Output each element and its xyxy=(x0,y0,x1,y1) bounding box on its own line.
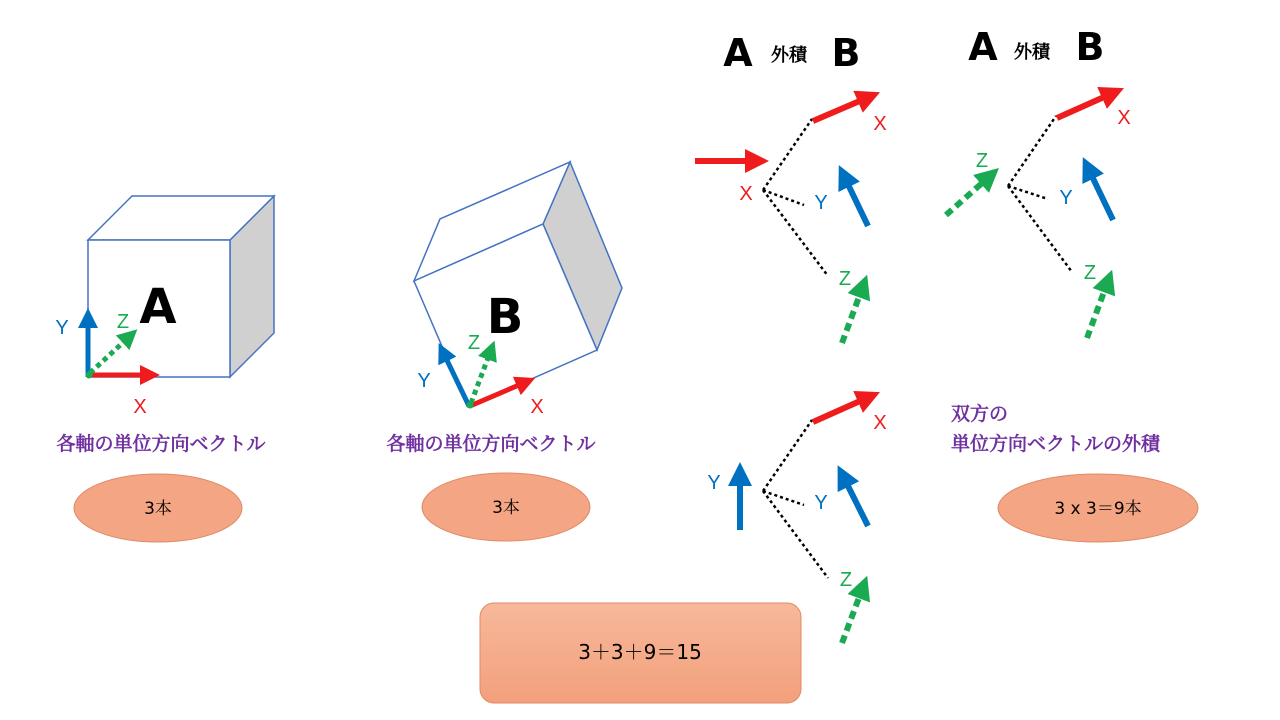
cross-group-z-source-label: Z xyxy=(975,150,989,172)
cube-a xyxy=(88,196,274,377)
cube-a-count: 3本 xyxy=(144,499,172,519)
cross-group-x-connector-2 xyxy=(763,190,804,205)
cross-count-pill xyxy=(998,474,1198,542)
cube-b-caption: 各軸の単位方向ベクトル xyxy=(386,433,596,455)
cube-a-caption: 各軸の単位方向ベクトル xyxy=(56,433,266,455)
cube-b-count-pill xyxy=(422,473,590,541)
cross-group-y-target-z-label: Z xyxy=(839,569,853,591)
cross-group-y-source-label: Y xyxy=(707,472,721,494)
cross-group-z-target-z-label: Z xyxy=(1083,262,1097,284)
cross-group-z-source-arrow xyxy=(946,176,990,215)
cross-header-left-op: 外積 xyxy=(771,45,807,66)
cross-group-y-target-x-arrow xyxy=(813,397,869,422)
cube-a-x-label: X xyxy=(133,396,147,418)
cross-group-y-target-x-label: X xyxy=(873,412,887,434)
cube-a-label: A xyxy=(139,279,177,335)
cube-a-z-label: Z xyxy=(116,311,130,333)
cross-group-z xyxy=(946,93,1131,338)
cross-group-y-target-y-label: Y xyxy=(814,492,828,514)
cross-group-z-target-x-arrow xyxy=(1057,93,1113,118)
cross-group-z-connector-1 xyxy=(1008,116,1056,186)
cross-group-x-target-y-arrow xyxy=(844,176,868,226)
cube-b-z-label: Z xyxy=(467,332,481,354)
cross-header-left-b: B xyxy=(831,31,861,75)
cross-group-x-target-z-label: Z xyxy=(838,268,852,290)
cube-a-count-pill xyxy=(74,474,242,542)
cross-header-right-op: 外積 xyxy=(1014,42,1050,63)
cross-group-z-target-x-label: X xyxy=(1117,107,1131,129)
cross-group-x-target-x-arrow xyxy=(813,97,869,121)
cross-group-z-target-y-arrow xyxy=(1088,168,1113,220)
cube-b xyxy=(414,162,622,407)
cube-b-label: B xyxy=(486,289,524,345)
total-equation: 3＋3＋9＝15 xyxy=(578,640,702,664)
cross-caption-line2: 単位方向ベクトルの外積 xyxy=(951,433,1161,455)
cross-caption-line1: 双方の xyxy=(951,403,1009,425)
cross-group-y-connector-2 xyxy=(763,491,804,505)
cross-group-z-target-z-arrow xyxy=(1087,281,1108,338)
cube-b-count: 3本 xyxy=(492,498,520,518)
cross-group-x-source-label: X xyxy=(739,183,753,205)
cube-b-y-label: Y xyxy=(417,370,431,392)
cross-group-x xyxy=(695,97,887,343)
cross-header-right-a: A xyxy=(968,25,998,69)
cross-group-z-target-y-label: Y xyxy=(1059,187,1073,209)
cube-a-y-label: Y xyxy=(55,317,69,339)
cube-b-origin xyxy=(467,402,474,409)
cross-header-left-a: A xyxy=(723,31,753,75)
cross-header-right-b: B xyxy=(1075,25,1105,69)
cross-group-x-target-y-label: Y xyxy=(814,192,828,214)
cross-group-y-target-z-arrow xyxy=(842,587,863,643)
cross-header-left xyxy=(723,31,860,75)
cube-b-x-label: X xyxy=(530,396,544,418)
cross-group-y-target-y-arrow xyxy=(843,476,868,526)
cross-header-right xyxy=(968,25,1104,69)
cube-a-origin xyxy=(86,372,93,379)
cross-group-x-connector-1 xyxy=(763,119,812,190)
cross-count: 3 x 3＝9本 xyxy=(1054,499,1142,519)
cross-group-x-target-z-arrow xyxy=(842,286,863,343)
cross-group-y-connector-1 xyxy=(763,420,812,491)
total-box xyxy=(480,603,801,703)
cross-group-x-target-x-label: X xyxy=(873,113,887,135)
